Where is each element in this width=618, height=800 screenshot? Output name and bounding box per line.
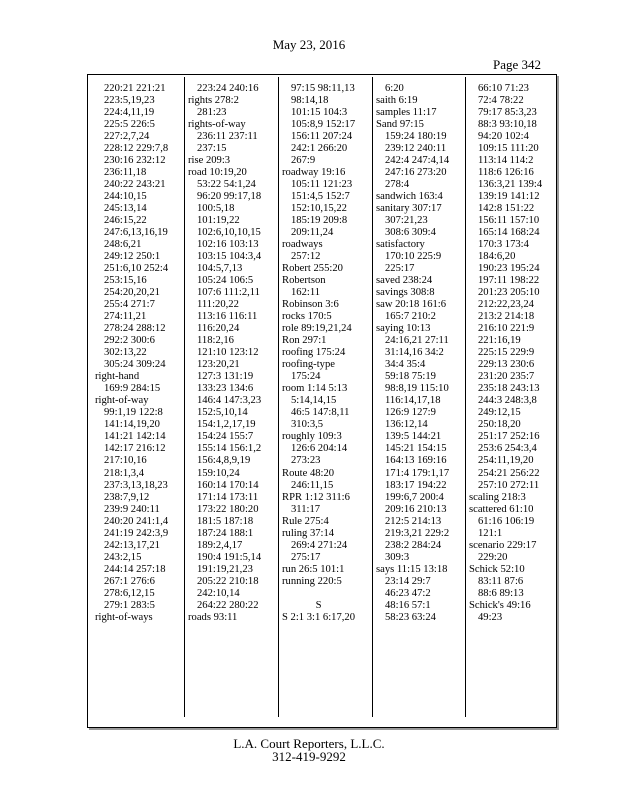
index-entry-line: 175:24 bbox=[291, 371, 321, 383]
index-entry-line: 171:4 179:1,17 bbox=[385, 467, 450, 479]
index-entry-line: 151:4,5 152:7 bbox=[291, 191, 350, 203]
index-entry-line: 152:5,10,14 bbox=[197, 407, 248, 419]
reporter-name: L.A. Court Reporters, L.L.C. bbox=[233, 736, 385, 751]
index-term-line: room 1:14 5:13 bbox=[282, 383, 348, 395]
column-divider bbox=[372, 77, 373, 717]
index-term-line: scaling 218:3 bbox=[469, 491, 526, 503]
index-term-line: rise 209:3 bbox=[188, 155, 231, 167]
index-entry-line: 101:15 104:3 bbox=[291, 107, 348, 119]
index-term-line: Sand 97:15 bbox=[376, 119, 424, 131]
index-entry-line: 245:13,14 bbox=[104, 203, 147, 215]
index-entry-line: 109:15 111:20 bbox=[478, 143, 539, 155]
index-entry-line: 238:7,9,12 bbox=[104, 491, 150, 503]
index-term-line: roadways bbox=[282, 239, 323, 251]
index-entry-line: 205:22 210:18 bbox=[197, 575, 259, 587]
index-term-line: running 220:5 bbox=[282, 575, 342, 587]
index-entry-line: 254:11,19,20 bbox=[478, 455, 534, 467]
index-entry-line: 212:22,23,24 bbox=[478, 299, 534, 311]
index-entry-line: 88:6 89:13 bbox=[478, 587, 524, 599]
index-entry-line: 79:17 85:3,23 bbox=[478, 107, 537, 119]
index-entry-line: 221:16,19 bbox=[478, 335, 521, 347]
index-entry-line: 105:11 121:23 bbox=[291, 179, 353, 191]
index-term-line: samples 11:17 bbox=[376, 107, 437, 119]
index-entry-line: 162:11 bbox=[291, 287, 321, 299]
index-entry-line: 113:16 116:11 bbox=[197, 311, 258, 323]
index-entry-line: 46:23 47:2 bbox=[385, 587, 431, 599]
index-entry-line: 216:10 221:9 bbox=[478, 323, 535, 335]
index-term-line: roadway 19:16 bbox=[282, 167, 346, 179]
index-entry-line: 239:9 240:11 bbox=[104, 503, 160, 515]
index-entry-line: 83:11 87:6 bbox=[478, 575, 524, 587]
index-entry-line: 121:10 123:12 bbox=[197, 347, 259, 359]
index-entry-line: 219:3,21 229:2 bbox=[385, 527, 450, 539]
index-entry-line: 154:1,2,17,19 bbox=[197, 419, 256, 431]
index-entry-line: 72:4 78:22 bbox=[478, 95, 524, 107]
index-entry-line: 223:24 240:16 bbox=[197, 83, 259, 94]
index-entry-line: 246:15,22 bbox=[104, 215, 147, 227]
index-entry-line: 253:15,16 bbox=[104, 275, 147, 287]
index-entry-line: 246:11,15 bbox=[291, 479, 334, 491]
index-entry-line: 141:21 142:14 bbox=[104, 431, 166, 443]
index-entry-line: 184:6,20 bbox=[478, 251, 516, 263]
index-entry-line: 118:2,16 bbox=[197, 335, 234, 347]
index-term-line: ruling 37:14 bbox=[282, 527, 335, 539]
page-footer bbox=[0, 737, 618, 763]
index-entry-line: 250:18,20 bbox=[478, 419, 521, 431]
index-term-line: Robert 255:20 bbox=[282, 263, 343, 275]
index-entry-line: 154:24 155:7 bbox=[197, 431, 254, 443]
index-term-line: roughly 109:3 bbox=[282, 431, 342, 443]
index-entry-line: 224:4,11,19 bbox=[104, 107, 155, 119]
index-entry-line: 101:19,22 bbox=[197, 215, 240, 227]
index-entry-line: 142:17 216:12 bbox=[104, 443, 166, 455]
index-term-line: Robertson bbox=[282, 275, 326, 287]
index-entry-line: 113:14 114:2 bbox=[478, 155, 534, 167]
index-entry-line: 6:20 bbox=[385, 83, 404, 94]
index-entry-line: 274:11,21 bbox=[104, 311, 147, 323]
index-term-line: right-of-way bbox=[95, 395, 149, 407]
index-entry-line: 218:1,3,4 bbox=[104, 467, 145, 479]
index-entry-line: 230:16 232:12 bbox=[104, 155, 166, 167]
page-number: Page 342 bbox=[493, 57, 542, 72]
index-term-line: roofing 175:24 bbox=[282, 347, 346, 359]
index-term-line: says 11:15 13:18 bbox=[376, 563, 448, 575]
index-entry-line: 281:23 bbox=[197, 107, 227, 119]
index-entry-line: 269:4 271:24 bbox=[291, 539, 348, 551]
index-entry-line: 278:6,12,15 bbox=[104, 587, 155, 599]
index-entry-line: 255:4 271:7 bbox=[104, 299, 155, 311]
index-entry-line: 243:2,15 bbox=[104, 551, 142, 563]
index-entry-line: 133:23 134:6 bbox=[197, 383, 254, 395]
index-entry-line: 66:10 71:23 bbox=[478, 83, 529, 94]
index-entry-line: 103:15 104:3,4 bbox=[197, 251, 262, 263]
index-entry-line: 275:17 bbox=[291, 551, 321, 563]
index-entry-line: 183:17 194:22 bbox=[385, 479, 447, 491]
index-entry-line: 165:7 210:2 bbox=[385, 311, 436, 323]
index-entry-line: 241:19 242:3,9 bbox=[104, 527, 169, 539]
index-entry-line: 116:20,24 bbox=[197, 323, 240, 335]
index-entry-line: 24:16,21 27:11 bbox=[385, 335, 449, 347]
index-entry-line: 116:14,17,18 bbox=[385, 395, 441, 407]
index-entry-line: 145:21 154:15 bbox=[385, 443, 447, 455]
index-entry-line: 139:19 141:12 bbox=[478, 191, 540, 203]
index-entry-line: 238:2 284:24 bbox=[385, 539, 442, 551]
index-entry-line: 100:5,18 bbox=[197, 203, 235, 215]
index-entry-line: 244:10,15 bbox=[104, 191, 147, 203]
index-entry-line: 242:13,17,21 bbox=[104, 539, 160, 551]
index-entry-line: 279:1 283:5 bbox=[104, 599, 155, 611]
index-entry-line: 159:24 180:19 bbox=[385, 131, 447, 143]
index-entry-line: 97:15 98:11,13 bbox=[291, 83, 355, 94]
index-entry-line: 111:20,22 bbox=[197, 299, 239, 311]
index-term-line: Rule 275:4 bbox=[282, 515, 329, 527]
index-entry-line: 310:3,5 bbox=[291, 419, 324, 431]
index-entry-line: 213:2 214:18 bbox=[478, 311, 535, 323]
index-entry-line: 278:24 288:12 bbox=[104, 323, 166, 335]
index-entry-line: 257:10 272:11 bbox=[478, 479, 540, 491]
index-entry-line: 48:16 57:1 bbox=[385, 599, 431, 611]
index-entry-line: 231:20 235:7 bbox=[478, 371, 535, 383]
index-letter-heading: S bbox=[315, 599, 322, 611]
index-entry-line: 46:5 147:8,11 bbox=[291, 407, 350, 419]
index-entry-line: 308:6 309:4 bbox=[385, 227, 436, 239]
index-entry-line: 121:1 bbox=[478, 527, 503, 539]
index-term-line: saw 20:18 161:6 bbox=[376, 299, 447, 311]
index-term-line: Route 48:20 bbox=[282, 467, 335, 479]
index-entry-line: 307:21,23 bbox=[385, 215, 428, 227]
index-term-line: sandwich 163:4 bbox=[376, 191, 443, 203]
index-entry-line: 305:24 309:24 bbox=[104, 359, 166, 371]
index-entry-line: 5:14,14,15 bbox=[291, 395, 337, 407]
index-entry-line: 225:5 226:5 bbox=[104, 119, 155, 131]
index-entry-line: 229:13 230:6 bbox=[478, 359, 535, 371]
index-term-line: saved 238:24 bbox=[376, 275, 433, 287]
index-entry-line: 253:6 254:3,4 bbox=[478, 443, 537, 455]
index-entry-line: 248:6,21 bbox=[104, 239, 142, 251]
index-entry-line: 98:14,18 bbox=[291, 95, 329, 107]
index-entry-line: 98:8,19 115:10 bbox=[385, 383, 449, 395]
index-entry-line: 127:3 131:19 bbox=[197, 371, 254, 383]
index-entry-line: 169:9 284:15 bbox=[104, 383, 161, 395]
index-entry-line: 118:6 126:16 bbox=[478, 167, 534, 179]
index-term-line bbox=[282, 588, 355, 600]
index-entry-line: 197:11 198:22 bbox=[478, 275, 540, 287]
index-entry-line: 240:22 243:21 bbox=[104, 179, 166, 191]
index-entry-line: 236:11 237:11 bbox=[197, 131, 258, 143]
index-entry-line: 278:4 bbox=[385, 179, 410, 191]
index-entry-line: 257:12 bbox=[291, 251, 321, 263]
index-term-line: Schick's 49:16 bbox=[469, 599, 531, 611]
index-term-line: savings 308:8 bbox=[376, 287, 435, 299]
index-entry-line: 155:14 156:1,2 bbox=[197, 443, 262, 455]
index-entry-line: 96:20 99:17,18 bbox=[197, 191, 262, 203]
index-entry-line: 142:8 151:22 bbox=[478, 203, 535, 215]
index-entry-line: 61:16 106:19 bbox=[478, 515, 535, 527]
index-entry-line: 209:11,24 bbox=[291, 227, 334, 239]
index-term-line: right-hand bbox=[95, 371, 140, 383]
index-entry-line: 165:14 168:24 bbox=[478, 227, 540, 239]
index-entry-line: 126:9 127:9 bbox=[385, 407, 436, 419]
index-entry-line: 254:21 256:22 bbox=[478, 467, 540, 479]
index-term-line: scattered 61:10 bbox=[469, 503, 534, 515]
index-entry-line: 139:5 144:21 bbox=[385, 431, 442, 443]
index-term-line: role 89:19,21,24 bbox=[282, 323, 352, 335]
index-entry-line: 156:11 157:10 bbox=[478, 215, 540, 227]
index-entry-line: 159:10,24 bbox=[197, 467, 240, 479]
index-entry-line: 31:14,16 34:2 bbox=[385, 347, 444, 359]
index-entry-line: 249:12 250:1 bbox=[104, 251, 161, 263]
index-entry-line: 201:23 205:10 bbox=[478, 287, 540, 299]
index-entry-line: 152:10,15,22 bbox=[291, 203, 347, 215]
index-entry-line: 264:22 280:22 bbox=[197, 599, 259, 611]
index-entry-line: 244:3 248:3,8 bbox=[478, 395, 537, 407]
index-entry-line: 170:10 225:9 bbox=[385, 251, 442, 263]
index-column-1 bbox=[95, 83, 168, 624]
index-entry-line: 227:2,7,24 bbox=[104, 131, 150, 143]
index-entry-line: 58:23 63:24 bbox=[385, 611, 436, 623]
index-term-line: rocks 170:5 bbox=[282, 311, 332, 323]
index-entry-line: 242:10,14 bbox=[197, 587, 240, 599]
index-entry-line: 105:24 106:5 bbox=[197, 275, 254, 287]
index-entry-line: 185:19 209:8 bbox=[291, 215, 348, 227]
index-term-line: right-of-ways bbox=[95, 611, 153, 623]
index-entry-line: 311:17 bbox=[291, 503, 321, 515]
index-term-line: run 26:5 101:1 bbox=[282, 563, 345, 575]
index-entry-line: 191:19,21,23 bbox=[197, 563, 253, 575]
index-entry-line: 173:22 180:20 bbox=[197, 503, 259, 515]
index-term-line: RPR 1:12 311:6 bbox=[282, 491, 350, 503]
column-divider bbox=[278, 77, 279, 717]
index-entry-line: 273:23 bbox=[291, 455, 321, 467]
index-entry-line: 171:14 173:11 bbox=[197, 491, 259, 503]
index-entry-line: 251:6,10 252:4 bbox=[104, 263, 169, 275]
index-entry-line: 225:15 229:9 bbox=[478, 347, 535, 359]
index-entry-line: 229:20 bbox=[478, 551, 508, 563]
index-entry-line: 267:1 276:6 bbox=[104, 575, 155, 587]
index-entry-line: 190:23 195:24 bbox=[478, 263, 540, 275]
index-entry-line: 209:16 210:13 bbox=[385, 503, 447, 515]
index-entry-line: 247:16 273:20 bbox=[385, 167, 447, 179]
index-term-line: rights 278:2 bbox=[188, 95, 239, 107]
column-divider bbox=[465, 77, 466, 717]
index-term-line: Robinson 3:6 bbox=[282, 299, 339, 311]
index-entry-line: 181:5 187:18 bbox=[197, 515, 254, 527]
index-entry-line: 160:14 170:14 bbox=[197, 479, 259, 491]
index-entry-line: 236:11,18 bbox=[104, 167, 147, 179]
index-entry-line: 99:1,19 122:8 bbox=[104, 407, 163, 419]
index-entry-line: 102:6,10,10,15 bbox=[197, 227, 261, 239]
index-entry-line: 292:2 300:6 bbox=[104, 335, 155, 347]
index-entry-line: 156:4,8,9,19 bbox=[197, 455, 251, 467]
index-entry-line: 235:18 243:13 bbox=[478, 383, 540, 395]
index-entry-line: 247:6,13,16,19 bbox=[104, 227, 168, 239]
index-frame bbox=[87, 74, 557, 728]
index-entry-line: 123:20,21 bbox=[197, 359, 240, 371]
index-entry-line: 156:11 207:24 bbox=[291, 131, 353, 143]
index-column-5 bbox=[469, 83, 542, 624]
index-entry-line: 217:10,16 bbox=[104, 455, 147, 467]
index-entry-line: 102:16 103:13 bbox=[197, 239, 259, 251]
index-entry-line: 104:5,7,13 bbox=[197, 263, 243, 275]
index-entry-line: 53:22 54:1,24 bbox=[197, 179, 256, 191]
index-entry-line: 223:5,19,23 bbox=[104, 95, 155, 107]
index-term-line: satisfactory bbox=[376, 239, 425, 251]
index-entry-line: 309:3 bbox=[385, 551, 410, 563]
index-term-line: roofing-type bbox=[282, 359, 335, 371]
index-entry-line: 49:23 bbox=[478, 611, 503, 623]
index-column-3 bbox=[282, 83, 355, 624]
index-term-line: S 2:1 3:1 6:17,20 bbox=[282, 611, 355, 623]
index-term-line: roads 93:11 bbox=[188, 611, 238, 623]
index-entry-line: 242:4 247:4,14 bbox=[385, 155, 450, 167]
index-entry-line: 164:13 169:16 bbox=[385, 455, 447, 467]
index-entry-line: 225:17 bbox=[385, 263, 415, 275]
index-entry-line: 136:12,14 bbox=[385, 419, 428, 431]
index-entry-line: 136:3,21 139:4 bbox=[478, 179, 543, 191]
index-term-line: Schick 52:10 bbox=[469, 563, 525, 575]
index-term-line: saying 10:13 bbox=[376, 323, 431, 335]
index-entry-line: 59:18 75:19 bbox=[385, 371, 436, 383]
index-entry-line: 199:6,7 200:4 bbox=[385, 491, 444, 503]
index-entry-line: 249:12,15 bbox=[478, 407, 521, 419]
index-entry-line: 187:24 188:1 bbox=[197, 527, 254, 539]
index-entry-line: 244:14 257:18 bbox=[104, 563, 166, 575]
column-divider bbox=[184, 77, 185, 717]
index-entry-line: 302:13,22 bbox=[104, 347, 147, 359]
index-entry-line: 105:8,9 152:17 bbox=[291, 119, 356, 131]
index-entry-line: 237:3,13,18,23 bbox=[104, 479, 168, 491]
index-column-4 bbox=[376, 83, 449, 624]
reporter-phone: 312-419-9292 bbox=[272, 749, 346, 764]
index-entry-line: 107:6 111:2,11 bbox=[197, 287, 260, 299]
index-term-line: saith 6:19 bbox=[376, 95, 418, 107]
index-entry-line: 239:12 240:11 bbox=[385, 143, 447, 155]
index-entry-line: 267:9 bbox=[291, 155, 316, 167]
index-term-line: rights-of-way bbox=[188, 119, 246, 131]
index-entry-line: 237:15 bbox=[197, 143, 227, 155]
index-term-line: road 10:19,20 bbox=[188, 167, 247, 179]
index-entry-line: 34:4 35:4 bbox=[385, 359, 426, 371]
index-entry-line: 88:3 93:10,18 bbox=[478, 119, 537, 131]
index-entry-line: 94:20 102:4 bbox=[478, 131, 529, 143]
index-term-line: sanitary 307:17 bbox=[376, 203, 442, 215]
index-entry-line: 146:4 147:3,23 bbox=[197, 395, 262, 407]
index-entry-line: 254:20,20,21 bbox=[104, 287, 160, 299]
index-entry-line: 251:17 252:16 bbox=[478, 431, 540, 443]
index-entry-line: 242:1 266:20 bbox=[291, 143, 348, 155]
index-term-line: scenario 229:17 bbox=[469, 539, 537, 551]
index-entry-line: 126:6 204:14 bbox=[291, 443, 348, 455]
index-entry-line: 240:20 241:1,4 bbox=[104, 515, 169, 527]
index-entry-line: 170:3 173:4 bbox=[478, 239, 529, 251]
index-entry-line: 228:12 229:7,8 bbox=[104, 143, 169, 155]
index-entry-line: 141:14,19,20 bbox=[104, 419, 160, 431]
index-entry-line: 190:4 191:5,14 bbox=[197, 551, 262, 563]
index-term-line: Ron 297:1 bbox=[282, 335, 327, 347]
index-entry-line: 212:5 214:13 bbox=[385, 515, 442, 527]
index-entry-line: 220:21 221:21 bbox=[104, 83, 166, 94]
page-date: May 23, 2016 bbox=[272, 37, 346, 52]
index-column-2 bbox=[188, 83, 261, 624]
index-entry-line: 23:14 29:7 bbox=[385, 575, 431, 587]
index-entry-line: 189:2,4,17 bbox=[197, 539, 243, 551]
